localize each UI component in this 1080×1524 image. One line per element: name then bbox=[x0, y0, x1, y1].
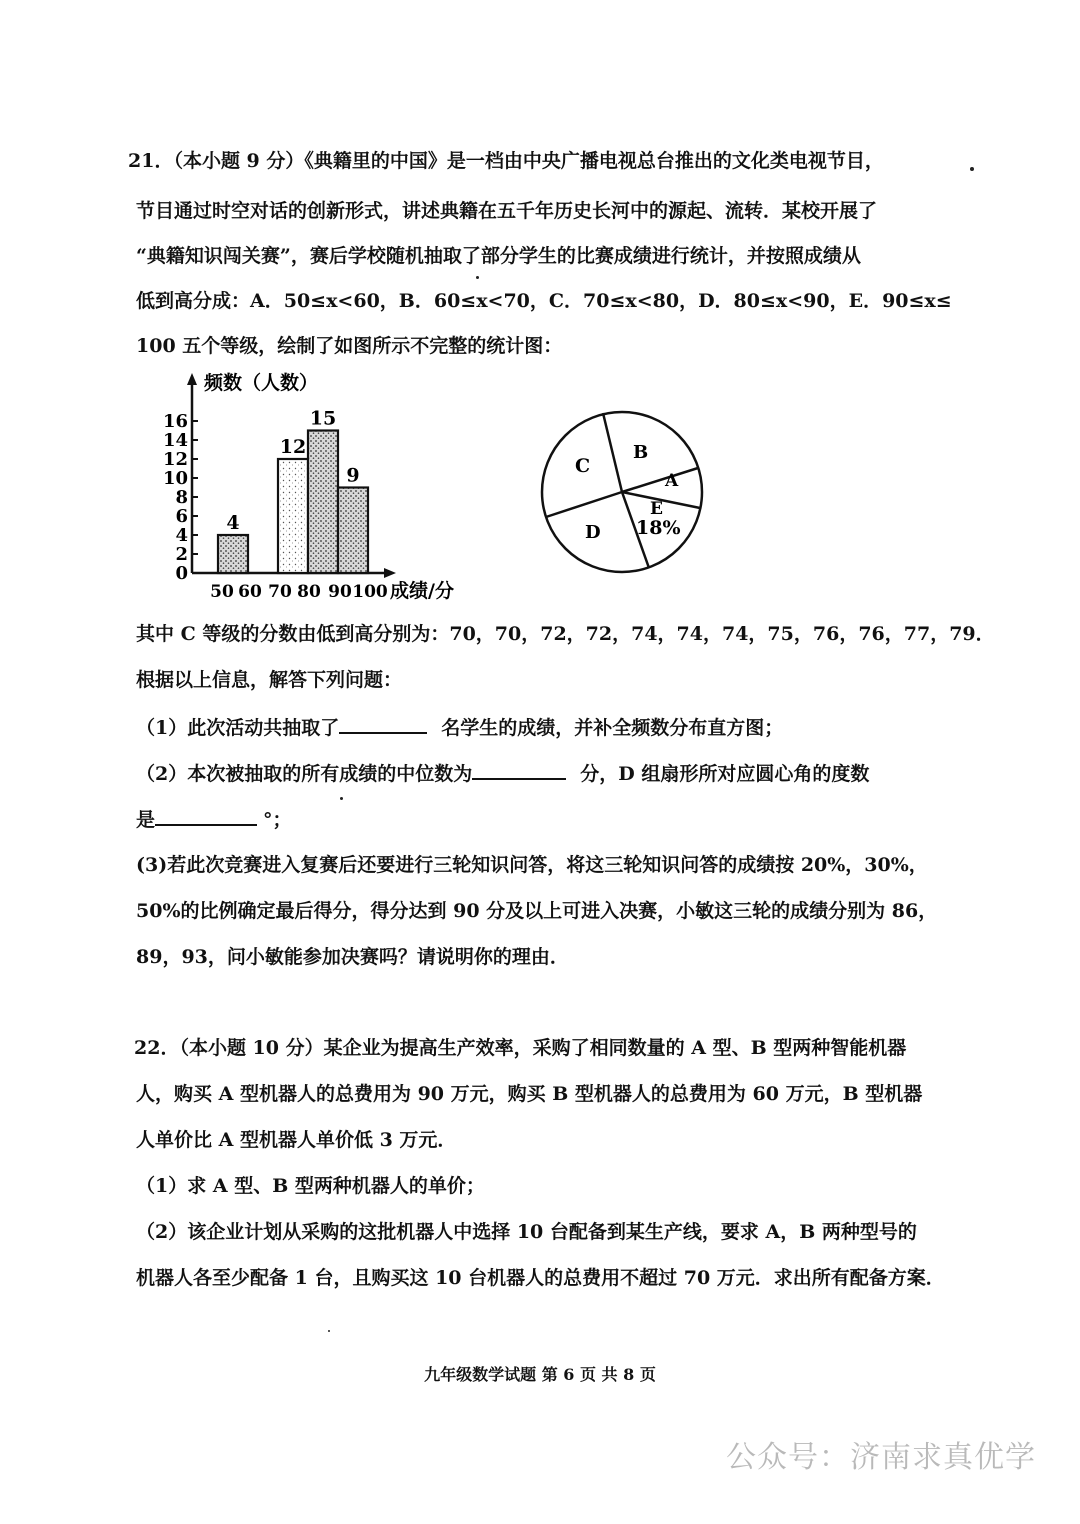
q21-part-1-text-a: （1）此次活动共抽取了 bbox=[136, 717, 340, 739]
bar-value-label: 15 bbox=[309, 407, 337, 430]
y-tick-label: 14 bbox=[162, 430, 188, 451]
q22-line-2: 人，购买 A 型机器人的总费用为 90 万元，购买 B 型机器人的总费用为 60 万元，B 型机器 bbox=[136, 1083, 923, 1105]
page-footer: 九年级数学试题 第 6 页 共 8 页 bbox=[424, 1365, 656, 1384]
x-tick-label: 60 bbox=[238, 582, 262, 602]
y-tick-label: 10 bbox=[162, 468, 188, 489]
q22-part-1: （1）求 A 型、B 型两种机器人的单价； bbox=[136, 1175, 485, 1197]
q22-line-1: 22．（本小题 10 分）某企业为提高生产效率，采购了相同数量的 A 型、B 型两种智能机器 bbox=[134, 1037, 907, 1059]
q22-part-2-line-2: 机器人各至少配备 1 台，且购买这 10 台机器人的总费用不超过 70 万元．求出所有配备方案． bbox=[136, 1267, 945, 1289]
scan-speck bbox=[970, 167, 974, 171]
q22-part-2-line-1: （2）该企业计划从采购的这批机器人中选择 10 台配备到某生产线，要求 A，B 两种型号的 bbox=[136, 1221, 917, 1243]
answer-blank-median[interactable] bbox=[472, 760, 566, 780]
q21-part-2-text-c: 是 bbox=[136, 809, 156, 831]
x-axis-title: 成绩/分 bbox=[390, 580, 454, 602]
x-tick-label: 90 bbox=[328, 582, 352, 602]
pie-label-D: D bbox=[585, 522, 601, 543]
y-tick-label: 16 bbox=[162, 411, 188, 432]
q21-part-1-text-b: 名学生的成绩，并补全频数分布直方图； bbox=[441, 717, 784, 739]
y-tick-label: 0 bbox=[175, 563, 188, 584]
q21-line-2: 节目通过时空对话的创新形式，讲述典籍在五千年历史长河中的源起、流转．某校开展了 bbox=[136, 200, 878, 222]
q21-part-2-text-b: 分，D 组扇形所对应圆心角的度数 bbox=[580, 763, 870, 785]
q21-line-4: 低到高分成：A．50≤x<60，B．60≤x<70，C．70≤x<80，D．80≤x<90，E．90≤x≤ bbox=[136, 290, 952, 312]
bar-value-label: 4 bbox=[226, 512, 240, 534]
q21-part-3-line-1: (3)若此次竞赛进入复赛后还要进行三轮知识问答，将这三轮知识问答的成绩按 20%，30%， bbox=[136, 854, 928, 876]
grade-pie-chart bbox=[535, 410, 715, 590]
q21-line-1: 21．（本小题 9 分）《典籍里的中国》是一档由中央广播电视总台推出的文化类电视节目， bbox=[128, 150, 884, 172]
y-tick-label: 4 bbox=[175, 525, 188, 546]
q21-part-3-line-3: 89，93，问小敏能参加决赛吗？请说明你的理由． bbox=[136, 946, 569, 968]
histogram-bar-90-100 bbox=[338, 488, 368, 574]
answer-blank-angle[interactable] bbox=[155, 806, 257, 826]
q21-part-3-line-2: 50%的比例确定最后得分，得分达到 90 分及以上可进入决赛，小敏这三轮的成绩分别为 86， bbox=[136, 900, 938, 922]
x-tick-label: 100 bbox=[352, 582, 388, 602]
q21-part-1 bbox=[136, 714, 946, 741]
scan-speck bbox=[476, 276, 479, 279]
pie-label-C: C bbox=[575, 455, 591, 477]
instruction: 根据以上信息，解答下列问题： bbox=[136, 669, 403, 691]
pie-label-E: E bbox=[650, 499, 663, 519]
scan-speck bbox=[328, 1330, 330, 1332]
pie-label-B: B bbox=[633, 442, 649, 463]
q21-part-2-cont bbox=[136, 806, 946, 833]
bar-value-label: 9 bbox=[346, 464, 360, 487]
pie-label-E-percent: 18% bbox=[636, 517, 681, 539]
q21-part-2 bbox=[136, 760, 946, 787]
frequency-histogram bbox=[150, 365, 480, 610]
q21-part-2-text-d: °； bbox=[263, 809, 292, 831]
y-tick-label: 8 bbox=[175, 487, 188, 508]
y-tick-label: 2 bbox=[175, 544, 188, 565]
histogram-bar-80-90 bbox=[308, 431, 338, 574]
watermark-account: 公众号：济南求真优学 bbox=[726, 1440, 1036, 1475]
q22-line-3: 人单价比 A 型机器人单价低 3 万元． bbox=[136, 1129, 457, 1151]
y-tick-label: 6 bbox=[175, 506, 188, 527]
q21-line-3: “典籍知识闯关赛”，赛后学校随机抽取了部分学生的比赛成绩进行统计，并按照成绩从 bbox=[136, 245, 861, 267]
scan-speck bbox=[340, 797, 343, 800]
x-tick-label: 50 bbox=[210, 582, 234, 602]
y-tick-label: 12 bbox=[162, 449, 188, 470]
x-tick-label: 80 bbox=[297, 582, 321, 602]
answer-blank-total[interactable] bbox=[339, 714, 427, 734]
x-axis-arrow bbox=[384, 568, 396, 578]
y-axis-title: 频数（人数） bbox=[204, 372, 319, 394]
x-tick-label: 70 bbox=[268, 582, 292, 602]
y-axis-arrow bbox=[187, 373, 197, 385]
q21-part-2-text-a: （2）本次被抽取的所有成绩的中位数为 bbox=[136, 763, 473, 785]
c-grade-scores: 其中 C 等级的分数由低到高分别为：70，70，72，72，74，74，74，75，76，76，77，79． bbox=[136, 623, 995, 645]
histogram-bar-50-60 bbox=[218, 535, 248, 573]
histogram-bar-70-80 bbox=[278, 459, 308, 573]
q21-line-5: 100 五个等级，绘制了如图所示不完整的统计图： bbox=[136, 335, 563, 357]
bar-value-label: 12 bbox=[279, 436, 307, 458]
pie-label-A: A bbox=[665, 471, 679, 491]
